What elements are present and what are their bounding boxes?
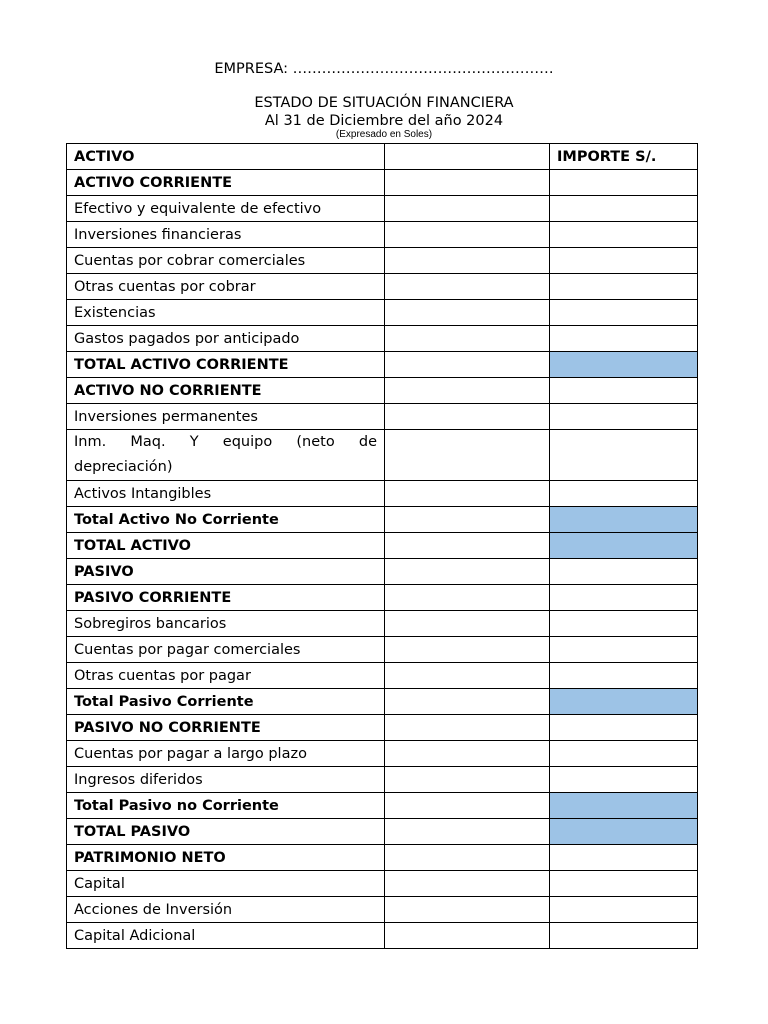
row-label: Cuentas por cobrar comerciales xyxy=(67,248,385,274)
row-label: PASIVO xyxy=(67,559,385,585)
amount-cell xyxy=(550,611,698,637)
row-label: Total Pasivo Corriente xyxy=(67,689,385,715)
balance-sheet-body xyxy=(67,144,698,949)
amount-cell xyxy=(550,715,698,741)
table-row xyxy=(67,871,698,897)
amount-cell xyxy=(550,871,698,897)
blank-cell xyxy=(385,404,550,430)
row-label: Existencias xyxy=(67,300,385,326)
blank-cell xyxy=(385,663,550,689)
company-name-line: EMPRESA: ……………………………………………… xyxy=(214,61,554,77)
statement-title: ESTADO DE SITUACIÓN FINANCIERA xyxy=(254,95,514,111)
amount-cell xyxy=(550,430,698,481)
table-row xyxy=(67,585,698,611)
row-label: Inversiones permanentes xyxy=(67,404,385,430)
table-row xyxy=(67,819,698,845)
row-label: PASIVO CORRIENTE xyxy=(67,585,385,611)
blank-cell xyxy=(385,637,550,663)
row-label: Cuentas por pagar a largo plazo xyxy=(67,741,385,767)
table-row xyxy=(67,274,698,300)
row-label: TOTAL PASIVO xyxy=(67,819,385,845)
total-amount-cell xyxy=(550,507,698,533)
blank-cell xyxy=(385,923,550,949)
blank-cell xyxy=(385,300,550,326)
amount-cell xyxy=(550,222,698,248)
blank-cell xyxy=(385,741,550,767)
table-row xyxy=(67,923,698,949)
blank-cell xyxy=(385,196,550,222)
amount-cell xyxy=(550,845,698,871)
blank-cell xyxy=(385,559,550,585)
table-row xyxy=(67,196,698,222)
table-row xyxy=(67,715,698,741)
row-label: Ingresos diferidos xyxy=(67,767,385,793)
blank-cell xyxy=(385,274,550,300)
row-label: PATRIMONIO NETO xyxy=(67,845,385,871)
table-row xyxy=(67,170,698,196)
table-row xyxy=(67,507,698,533)
amount-cell xyxy=(550,248,698,274)
table-header-row xyxy=(67,144,698,170)
blank-cell xyxy=(385,248,550,274)
table-row xyxy=(67,845,698,871)
row-label: Cuentas por pagar comerciales xyxy=(67,637,385,663)
table-row xyxy=(67,611,698,637)
table-row xyxy=(67,326,698,352)
row-label: Activos Intangibles xyxy=(67,481,385,507)
table-row xyxy=(67,533,698,559)
table-row xyxy=(67,793,698,819)
total-amount-cell xyxy=(550,793,698,819)
total-amount-cell xyxy=(550,689,698,715)
row-label: Capital xyxy=(67,871,385,897)
row-label: Gastos pagados por anticipado xyxy=(67,326,385,352)
total-amount-cell xyxy=(550,819,698,845)
row-label: Otras cuentas por cobrar xyxy=(67,274,385,300)
blank-cell xyxy=(385,533,550,559)
total-amount-cell xyxy=(550,533,698,559)
row-label: TOTAL ACTIVO xyxy=(67,533,385,559)
currency-note: (Expresado en Soles) xyxy=(335,129,433,140)
table-row xyxy=(67,663,698,689)
total-amount-cell xyxy=(550,352,698,378)
blank-cell xyxy=(385,170,550,196)
table-row xyxy=(67,222,698,248)
amount-cell xyxy=(550,481,698,507)
table-row xyxy=(67,300,698,326)
amount-cell xyxy=(550,274,698,300)
row-label: Capital Adicional xyxy=(67,923,385,949)
header-blank-cell xyxy=(385,144,550,170)
statement-date: Al 31 de Diciembre del año 2024 xyxy=(264,113,504,129)
amount-cell xyxy=(550,637,698,663)
table-row xyxy=(67,637,698,663)
row-label: Inversiones financieras xyxy=(67,222,385,248)
amount-cell xyxy=(550,196,698,222)
amount-cell xyxy=(550,741,698,767)
table-row xyxy=(67,404,698,430)
blank-cell xyxy=(385,430,550,481)
row-label: Acciones de Inversión xyxy=(67,897,385,923)
amount-cell xyxy=(550,663,698,689)
blank-cell xyxy=(385,352,550,378)
blank-cell xyxy=(385,767,550,793)
blank-cell xyxy=(385,585,550,611)
blank-cell xyxy=(385,897,550,923)
amount-cell xyxy=(550,300,698,326)
blank-cell xyxy=(385,378,550,404)
table-row xyxy=(67,741,698,767)
blank-cell xyxy=(385,507,550,533)
row-label: Efectivo y equivalente de efectivo xyxy=(67,196,385,222)
header-activo: ACTIVO xyxy=(67,144,385,170)
table-row xyxy=(67,481,698,507)
blank-cell xyxy=(385,715,550,741)
blank-cell xyxy=(385,222,550,248)
table-row xyxy=(67,352,698,378)
blank-cell xyxy=(385,845,550,871)
amount-cell xyxy=(550,378,698,404)
blank-cell xyxy=(385,326,550,352)
table-row xyxy=(67,378,698,404)
table-row xyxy=(67,767,698,793)
header-importe: IMPORTE S/. xyxy=(550,144,698,170)
row-label: ACTIVO NO CORRIENTE xyxy=(67,378,385,404)
blank-cell xyxy=(385,481,550,507)
amount-cell xyxy=(550,404,698,430)
blank-cell xyxy=(385,611,550,637)
amount-cell xyxy=(550,767,698,793)
amount-cell xyxy=(550,897,698,923)
row-label: TOTAL ACTIVO CORRIENTE xyxy=(67,352,385,378)
table-row xyxy=(67,559,698,585)
balance-sheet-table xyxy=(66,143,698,949)
blank-cell xyxy=(385,819,550,845)
amount-cell xyxy=(550,326,698,352)
table-row xyxy=(67,248,698,274)
table-row xyxy=(67,430,698,481)
row-label: Inm. Maq. Y equipo (neto de depreciación) xyxy=(67,430,385,481)
amount-cell xyxy=(550,923,698,949)
row-label: ACTIVO CORRIENTE xyxy=(67,170,385,196)
table-row xyxy=(67,689,698,715)
row-label: Sobregiros bancarios xyxy=(67,611,385,637)
row-label: Total Activo No Corriente xyxy=(67,507,385,533)
blank-cell xyxy=(385,793,550,819)
amount-cell xyxy=(550,170,698,196)
table-row xyxy=(67,897,698,923)
amount-cell xyxy=(550,559,698,585)
row-label: PASIVO NO CORRIENTE xyxy=(67,715,385,741)
amount-cell xyxy=(550,585,698,611)
blank-cell xyxy=(385,871,550,897)
blank-cell xyxy=(385,689,550,715)
row-label: Total Pasivo no Corriente xyxy=(67,793,385,819)
row-label: Otras cuentas por pagar xyxy=(67,663,385,689)
